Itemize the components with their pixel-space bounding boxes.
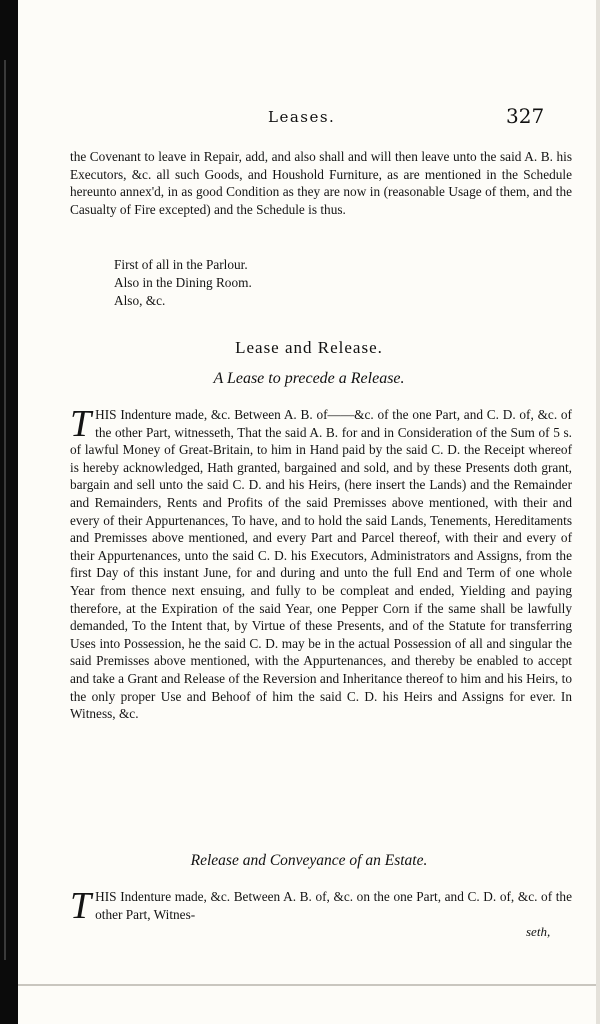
lease-paragraph xyxy=(70,403,572,723)
lease-subtitle: A Lease to precede a Release. xyxy=(213,370,405,387)
page-number: 327 xyxy=(506,104,545,128)
schedule-item: Also, &c. xyxy=(114,292,166,308)
catchword: seth, xyxy=(526,924,551,939)
page-right-edge xyxy=(596,0,600,1024)
release-subtitle: Release and Conveyance of an Estate. xyxy=(190,852,428,869)
continuation-text: the Covenant to leave in Repair, add, and also shall and will then leave unto the said A. B. his Executors, &c. all such Goods, and Houshold Furniture, as are mentioned in the Schedule hereunto annex'd, in as good Condition as they are now in (reasonable Usage of them, and the Casualty of Fire excepted) and the Schedule is thus. xyxy=(70,149,572,217)
running-head: Leases. xyxy=(268,108,336,126)
scan-binding-edge xyxy=(0,0,18,1024)
binding-line xyxy=(4,60,6,960)
schedule-list xyxy=(114,256,252,309)
continuation-paragraph xyxy=(70,148,572,218)
schedule-item: First of all in the Parlour. xyxy=(114,257,248,272)
book-page xyxy=(18,0,600,1024)
schedule-item: Also in the Dining Room. xyxy=(114,274,252,290)
release-drop-cap: T xyxy=(70,885,92,927)
page-bottom-edge xyxy=(18,984,600,986)
release-text: HIS Indenture made, &c. Between A. B. of, &c. on the one Part, and C. D. of, &c. of the other Part, Witnes- xyxy=(95,889,572,922)
release-paragraph xyxy=(70,885,572,927)
section-title: Lease and Release. xyxy=(235,338,383,357)
lease-drop-cap: T xyxy=(70,403,92,445)
lease-text: HIS Indenture made, &c. Between A. B. of——&c. of the one Part, and C. D. of, &c. of the other Part, witnesseth, That the said A. B. for and in Consideration of the Sum of 5 s. of lawful Money of Great-Britain, to him in Hand paid by the said C. D. the Receipt whereof is hereby acknowledged, Hath granted, bargained and sold, and by these Presents doth grant, bargain and sell unto the said C. D. and his Heirs, (here insert the Lands) and the Remainder and Remainders, Rents and Profits of the said Premisses above mentioned, with their and every of their Appurtenances, To have, and to hold the said Lands, Tenements, Hereditaments and Premisses above mentioned, and every Part and Parcel thereof, with their and every of their Appurtenances, unto the said C. D. his Executors, Administrators and Assigns, from the first Day of this instant June, for and during and unto the full End and Term of one whole Year from thence next ensuing, and fully to be compleat and ended, Yielding and paying therefore, at the Expiration of the said Year, one Pepper Corn if the same shall be lawfully demanded, To the Intent that, by Virtue of these Presents, and of the Statute for transferring Uses into Possession, he the said C. D. may be in the actual Possession of all and singular the said Premisses above mentioned, with the Appurtenances, and thereby be enabled to accept and take a Grant and Release of the Reversion and Inheritance thereof to him and his Heirs, to the only proper Use and Behoof of him the said C. D. his Heirs and Assigns for ever. In Witness, &c. xyxy=(70,407,572,722)
